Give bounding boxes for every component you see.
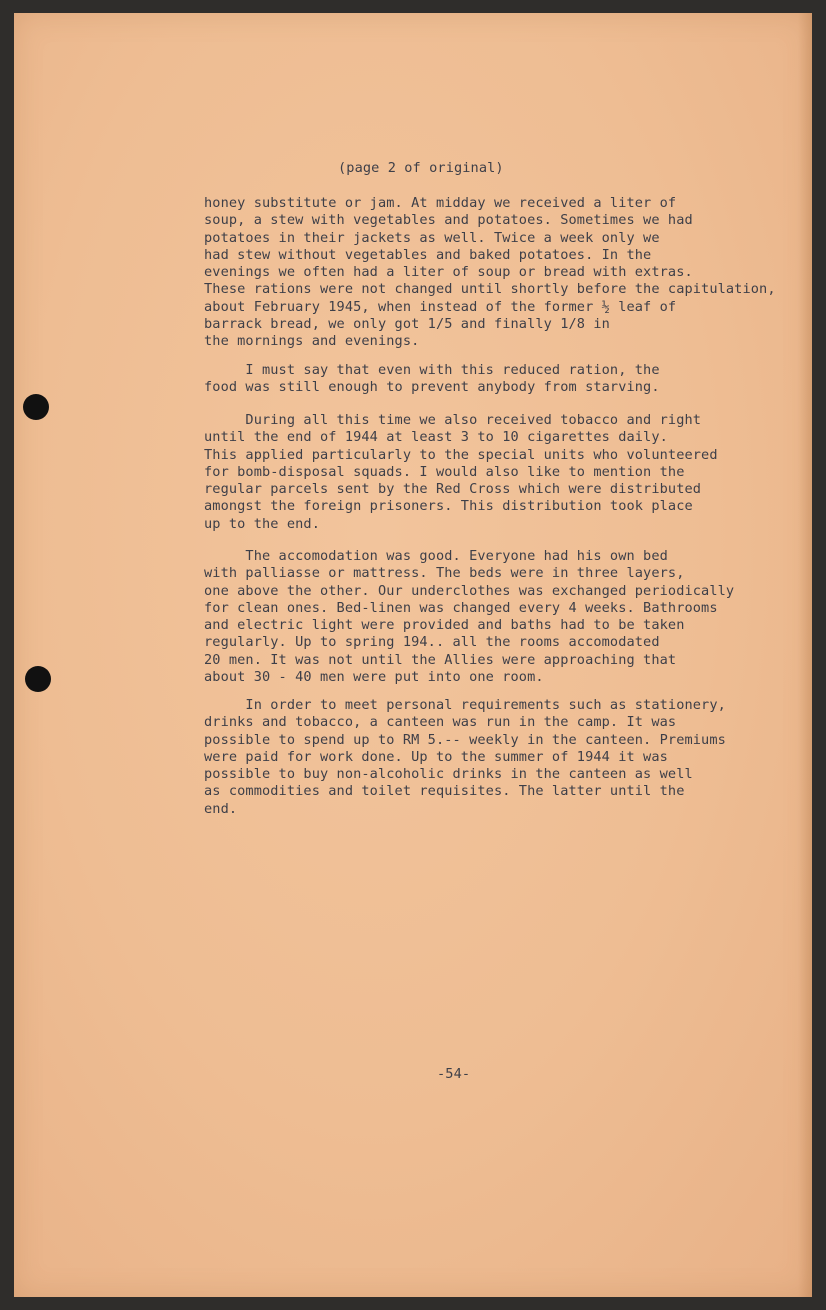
paragraph-reduced-ration: I must say that even with this reduced ration, the food was still enough to prevent anybody from starving. bbox=[204, 362, 660, 396]
punch-hole-top bbox=[23, 394, 49, 420]
page-heading: (page 2 of original) bbox=[338, 160, 504, 176]
punch-hole-bottom bbox=[25, 666, 51, 692]
paragraph-accommodation: The accomodation was good. Everyone had his own bed with palliasse or mattress. The beds were in three layers, one above the other. Our underclothes was exchanged periodically for clean ones. Bed-linen was changed every 4 weeks. Bathrooms and electric light were provided and baths had to be taken regularly. Up to spring 194.. all the rooms accomodated 20 men. It was not until the Allies were approaching that about 30 - 40 men were put into one room. bbox=[204, 548, 735, 686]
page-number: -54- bbox=[437, 1066, 471, 1082]
paragraph-canteen: In order to meet personal requirements such as stationery, drinks and tobacco, a canteen was run in the camp. It was possible to spend up to RM 5.-- weekly in the canteen. Premiums were paid for work done. Up to the summer of 1944 it was possible to buy non-alcoholic drinks in the canteen as well as commodities and toilet requisites. The latter until the end. bbox=[204, 697, 726, 817]
paragraph-tobacco: During all this time we also received tobacco and right until the end of 1944 at least 3 to 10 cigarettes daily. This applied particularly to the special units who volunteered for bomb-disposal squads. I would also like to mention the regular parcels sent by the Red Cross which were distributed amongst the foreign prisoners. This distribution took place up to the end. bbox=[204, 412, 718, 532]
paragraph-rations: honey substitute or jam. At midday we received a liter of soup, a stew with vegetables and potatoes. Sometimes we had potatoes in their jackets as well. Twice a week only we had stew without vegetables and baked potatoes. In the evenings we often had a liter of soup or bread with extras. These rations were not changed until shortly before the capitulation, about February 1945, when instead of the former ½ leaf of barrack bread, we only got 1/5 and finally 1/8 in the mornings and evenings. bbox=[204, 195, 776, 350]
